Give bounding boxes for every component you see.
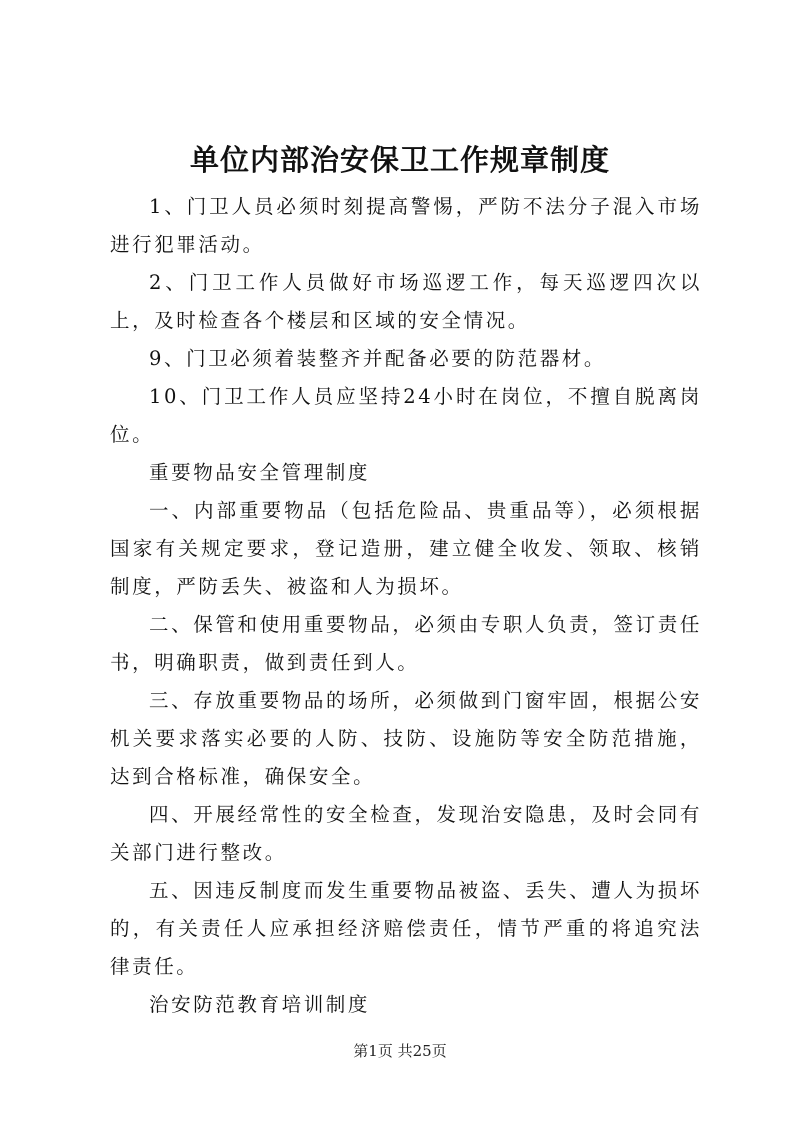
section-heading-training: 治安防范教育培训制度 xyxy=(149,993,371,1016)
paragraph-2: 2、门卫工作人员做好市场巡逻工作，每天巡逻四次以上，及时检查各个楼层和区域的安全情况。 xyxy=(110,271,702,332)
paragraph-5: 一、内部重要物品（包括危险品、贵重品等），必须根据国家有关规定要求，登记造册，建立健全收发、领取、核销制度，严防丢失、被盗和人为损坏。 xyxy=(110,499,702,598)
paragraph-3: 9、门卫必须着装整齐并配备必要的防范器材。 xyxy=(149,347,607,370)
document-title: 单位内部治安保卫工作规章制度 xyxy=(189,143,610,177)
document-body xyxy=(110,188,702,1024)
paragraph-1: 1、门卫人员必须时刻提高警惕，严防不法分子混入市场进行犯罪活动。 xyxy=(110,195,702,256)
page-footer: 第1页 共25页 xyxy=(353,1042,447,1060)
paragraph-8: 四、开展经常性的安全检查，发现治安隐患，及时会同有关部门进行整改。 xyxy=(110,803,702,864)
paragraph-7: 三、存放重要物品的场所，必须做到门窗牢固，根据公安机关要求落实必要的人防、技防、设施防等安全防范措施，达到合格标准，确保安全。 xyxy=(110,689,702,788)
paragraph-6: 二、保管和使用重要物品，必须由专职人负责，签订责任书，明确职责，做到责任到人。 xyxy=(110,613,702,674)
section-heading-important-items: 重要物品安全管理制度 xyxy=(149,461,371,484)
paragraph-9: 五、因违反制度而发生重要物品被盗、丢失、遭人为损坏的，有关责任人应承担经济赔偿责任，情节严重的将追究法律责任。 xyxy=(110,879,702,978)
paragraph-4: 10、门卫工作人员应坚持24小时在岗位，不擅自脱离岗位。 xyxy=(110,385,702,446)
